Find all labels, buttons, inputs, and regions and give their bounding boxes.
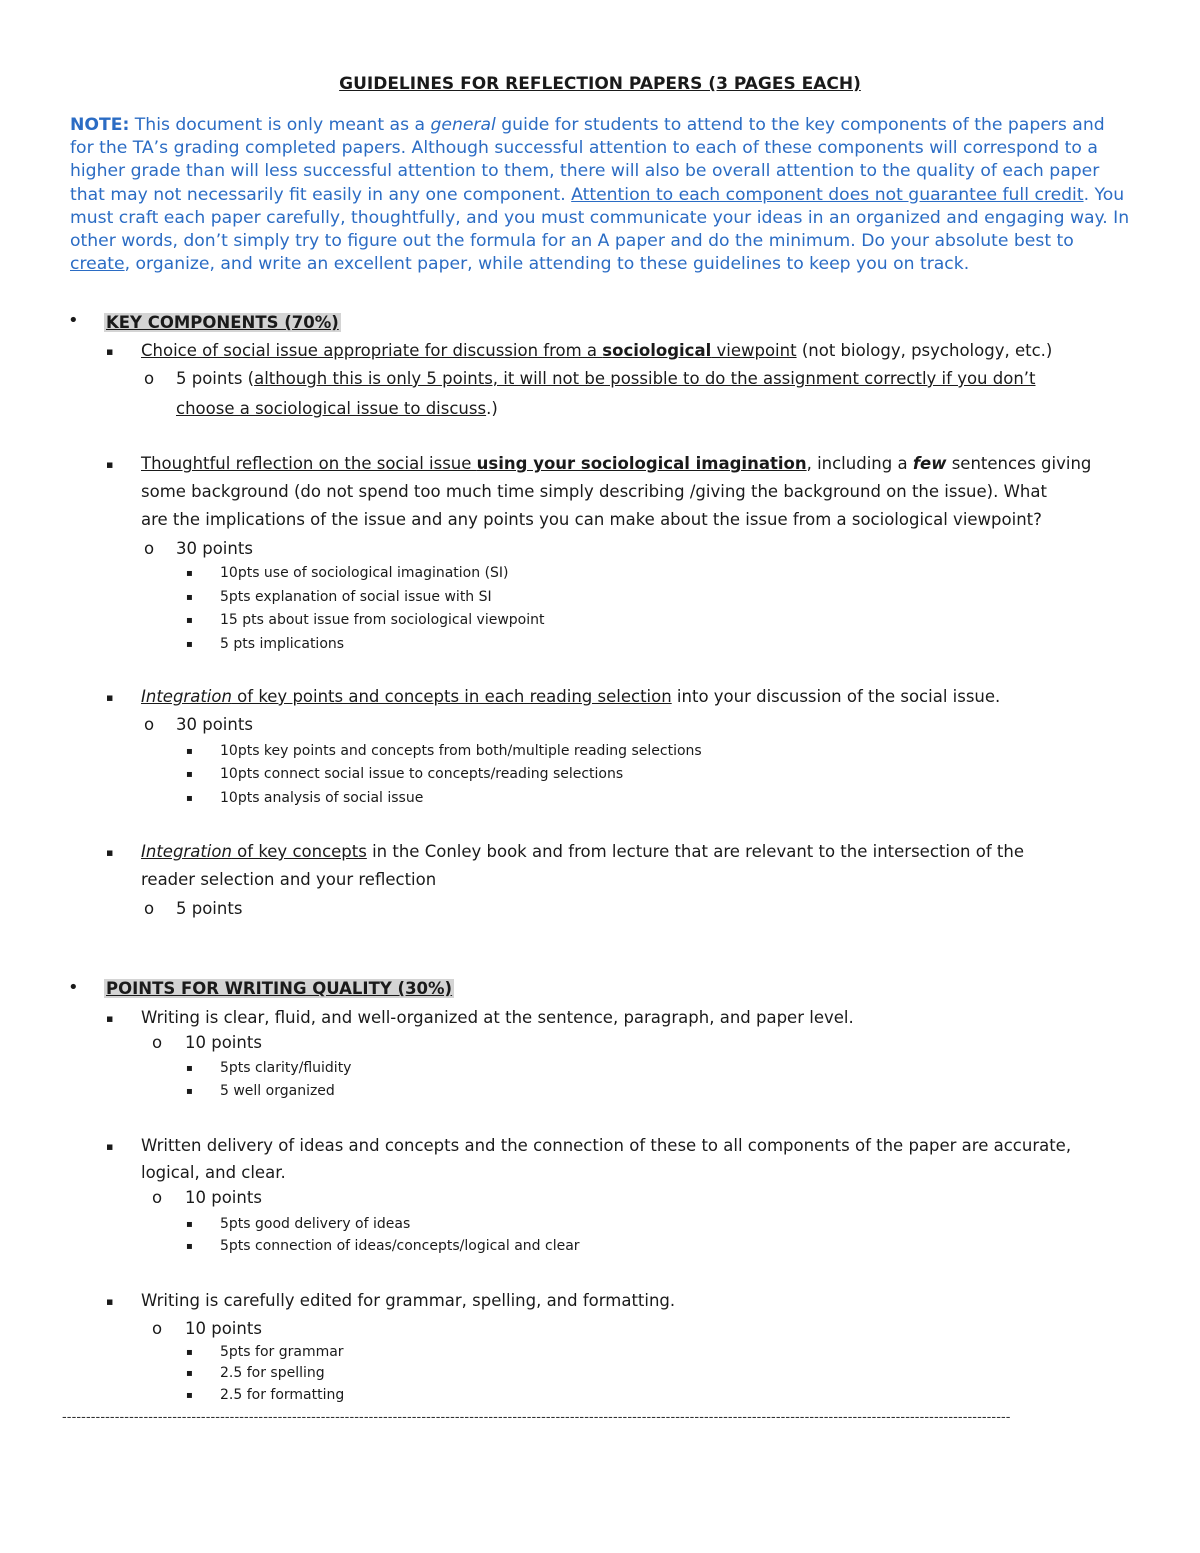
note-attention-underline: Attention to each component does not guarantee full credit	[571, 184, 1084, 205]
key-item3-text	[141, 683, 1000, 711]
bullet-w-item3-sub2: ▪	[186, 1390, 193, 1401]
note-general: general	[430, 115, 496, 135]
key-item1-b: sociological	[602, 341, 712, 360]
note-text-1: This document is only meant as a	[129, 115, 431, 135]
bullet-w-item1: ▪	[106, 1012, 114, 1025]
bullet-item1: ▪	[106, 345, 114, 358]
key-item1-points-d: .)	[486, 399, 498, 418]
key-item1-d: (not biology, psychology, etc.)	[796, 341, 1053, 360]
bullet-w-item2-sub0: ▪	[186, 1219, 193, 1230]
dashed-separator: ------------------------------------------------------------------------------------------------------------------------------------------------------------------------------------------------------	[62, 1410, 1011, 1425]
key-item1-points-b: although this is only 5 points, it will not be possible to do the assignment correctly if you don’t	[254, 369, 1036, 388]
bullet-w-item2-points: o	[152, 1188, 163, 1207]
bullet-item2-sub1: ▪	[186, 592, 193, 603]
bullet-item3-sub1: ▪	[186, 769, 193, 780]
key-item2-sub3: 5 pts implications	[220, 636, 345, 652]
key-item2-points: 30 points	[176, 539, 253, 558]
note-paragraph	[70, 114, 1132, 276]
writing-item1-points: 10 points	[185, 1033, 262, 1052]
bullet-w-item2-sub1: ▪	[186, 1241, 193, 1252]
key-item2-sub2: 15 pts about issue from sociological viewpoint	[220, 612, 545, 628]
key-item3-sub1: 10pts connect social issue to concepts/reading selections	[220, 766, 624, 782]
bullet-item4: ▪	[106, 846, 114, 859]
bullet-item2: ▪	[106, 458, 114, 471]
bullet-item3-sub0: ▪	[186, 746, 193, 757]
key-item4-points: 5 points	[176, 899, 243, 918]
page-title: GUIDELINES FOR REFLECTION PAPERS (3 PAGES EACH)	[339, 74, 861, 94]
key-item2-c: , including a	[806, 454, 913, 473]
writing-item2-points: 10 points	[185, 1188, 262, 1207]
writing-item1-text: Writing is clear, fluid, and well-organized at the sentence, paragraph, and paper level.	[141, 1008, 854, 1027]
key-item2-line3: are the implications of the issue and any points you can make about the issue from a sociological viewpoint?	[141, 510, 1042, 529]
key-item2-a: Thoughtful reflection on the social issue	[141, 454, 477, 473]
bullet-item2-sub3: ▪	[186, 639, 193, 650]
key-item2-sub0: 10pts use of sociological imagination (SI)	[220, 565, 509, 581]
key-item4-b: of key concepts	[231, 842, 367, 861]
bullet-item3: ▪	[106, 691, 114, 704]
bullet-w-item2: ▪	[106, 1140, 114, 1153]
writing-item3-text: Writing is carefully edited for grammar, spelling, and formatting.	[141, 1291, 676, 1310]
note-text-3: . You must craft each paper carefully, thoughtfully, and you must communicate your ideas in an organized and engaging way. In other words, don’t simply try to figure out the formula for an A paper and do the minimum. Do your absolute best to	[70, 184, 1130, 252]
key-components-heading: KEY COMPONENTS (70%)	[106, 313, 339, 332]
key-item1-c: viewpoint	[711, 341, 797, 360]
key-item4-line1	[141, 838, 1024, 866]
bullet-item3-points: o	[144, 715, 155, 734]
writing-item1-sub1: 5 well organized	[220, 1083, 335, 1099]
key-item2-sub1: 5pts explanation of social issue with SI	[220, 589, 492, 605]
key-item3-sub0: 10pts key points and concepts from both/multiple reading selections	[220, 743, 702, 759]
key-item1-points-c: choose a sociological issue to discuss	[176, 399, 487, 418]
note-text-2: guide for students to attend to the key components of the papers and for the TA’s grading completed papers. Although successful attention to each of these components will correspond to a higher grade than will less successful attention to them, there will also be overall attention to the quality of each paper that may not necessarily fit easily in any one component.	[70, 115, 1105, 205]
bullet-item3-sub2: ▪	[186, 793, 193, 804]
writing-item2-line2: logical, and clear.	[141, 1163, 286, 1182]
key-item3-sub2: 10pts analysis of social issue	[220, 790, 424, 806]
key-item1-points	[176, 365, 1036, 393]
writing-item2-sub0: 5pts good delivery of ideas	[220, 1216, 411, 1232]
writing-item1-sub0: 5pts clarity/fluidity	[220, 1060, 352, 1076]
key-item1-points-line2	[176, 395, 498, 423]
key-item4-line2: reader selection and your reflection	[141, 870, 437, 889]
writing-item3-sub2: 2.5 for formatting	[220, 1387, 345, 1403]
bullet-item4-points: o	[144, 899, 155, 918]
key-item3-points: 30 points	[176, 715, 253, 734]
key-item1-points-a: 5 points (	[176, 369, 255, 388]
bullet-w-item3: ▪	[106, 1295, 114, 1308]
key-item2-e: sentences giving	[946, 454, 1092, 473]
bullet-item1-points: o	[144, 369, 155, 388]
writing-item2-line1: Written delivery of ideas and concepts and the connection of these to all components of the paper are accurate,	[141, 1136, 1072, 1155]
bullet-w-item1-points: o	[152, 1033, 163, 1052]
key-item3-c: into your discussion of the social issue.	[671, 687, 1001, 706]
key-item2-line1	[141, 450, 1091, 478]
bullet-w-item1-sub0: ▪	[186, 1063, 193, 1074]
key-item3-b: of key points and concepts in each reading selection	[231, 687, 672, 706]
bullet-w-item3-sub1: ▪	[186, 1368, 193, 1379]
bullet-w-item3-sub0: ▪	[186, 1347, 193, 1358]
writing-item3-points: 10 points	[185, 1319, 262, 1338]
key-item1-a: Choice of social issue appropriate for discussion from a	[141, 341, 603, 360]
bullet-item2-points: o	[144, 539, 155, 558]
writing-quality-heading: POINTS FOR WRITING QUALITY (30%)	[106, 979, 453, 998]
writing-item3-sub1: 2.5 for spelling	[220, 1365, 325, 1381]
key-item3-a: Integration	[141, 687, 232, 706]
key-item2-line2: some background (do not spend too much time simply describing /giving the background on the issue). What	[141, 482, 1047, 501]
bullet-key-components: •	[68, 310, 79, 331]
key-item2-d: few	[912, 454, 947, 473]
writing-item3-sub0: 5pts for grammar	[220, 1344, 344, 1360]
note-label: NOTE:	[70, 115, 130, 135]
key-item4-a: Integration	[141, 842, 232, 861]
key-item2-b: using your sociological imagination	[476, 454, 807, 473]
key-item4-c: in the Conley book and from lecture that are relevant to the intersection of the	[366, 842, 1024, 861]
writing-item2-sub1: 5pts connection of ideas/concepts/logical and clear	[220, 1238, 580, 1254]
bullet-writing-quality: •	[68, 977, 79, 998]
bullet-item2-sub2: ▪	[186, 615, 193, 626]
bullet-w-item3-points: o	[152, 1319, 163, 1338]
key-item1-text	[141, 337, 1052, 365]
bullet-w-item1-sub1: ▪	[186, 1086, 193, 1097]
bullet-item2-sub0: ▪	[186, 568, 193, 579]
note-text-4: , organize, and write an excellent paper, while attending to these guidelines to keep you on track.	[124, 254, 970, 275]
note-create-underline: create	[70, 254, 125, 275]
